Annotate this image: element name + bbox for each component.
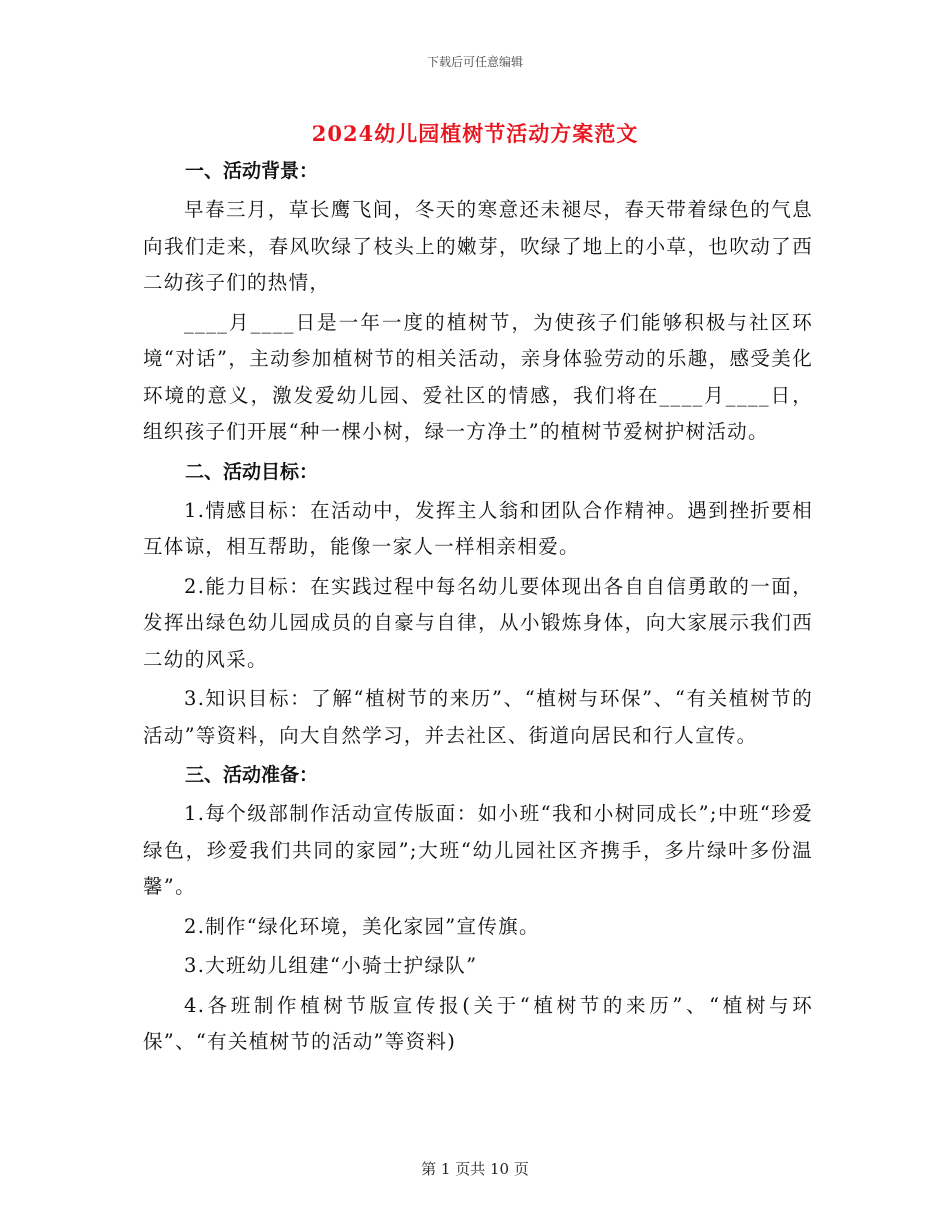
page-header: 下载后可任意编辑	[426, 55, 523, 69]
page-footer: 第 1 页共 10 页	[421, 1160, 529, 1178]
section-heading-preparation: 三、活动准备：	[185, 764, 319, 786]
paragraph: 3.大班幼儿组建“小骑士护绿队”	[184, 954, 478, 977]
document-body	[143, 150, 813, 1061]
paragraph: ____月____日是一年一度的植树节，为使孩子们能够积极与社区环境“对话”，主动参加植树节的相关活动，亲身体验劳动的乐趣，感受美化环境的意义，激发爱幼儿园、爱社区的情感，我们将在____月____日，组织孩子们开展“种一棵小树，绿一方净土”的植树节爱树护树活动。	[143, 310, 813, 443]
section-heading-background: 一、活动背景：	[185, 160, 319, 182]
paragraph: 早春三月，草长鹰飞间，冬天的寒意还未褪尽，春天带着绿色的气息向我们走来，春风吹绿了枝头上的嫩芽，吹绿了地上的小草，也吹动了西二幼孩子们的热情，	[143, 198, 813, 294]
paragraph: 2.制作“绿化环境，美化家园”宣传旗。	[184, 914, 540, 938]
document-title: 2024幼儿园植树节活动方案范文	[311, 121, 639, 146]
paragraph: 4.各班制作植树节版宣传报(关于“植树节的来历”、“植树与环保”、“有关植树节的活动”等资料)	[143, 993, 813, 1053]
paragraph: 1.每个级部制作活动宣传版面：如小班“我和小树同成长”;中班“珍爱绿色，珍爱我们共同的家园”;大班“幼儿园社区齐携手，多片绿叶多份温馨”。	[143, 802, 813, 898]
section-heading-goals: 二、活动目标：	[185, 460, 319, 483]
paragraph: 1.情感目标：在活动中，发挥主人翁和团队合作精神。遇到挫折要相互体谅，相互帮助，能像一家人一样相亲相爱。	[143, 498, 813, 558]
paragraph: 3.知识目标：了解“植树节的来历”、“植树与环保”、“有关植树节的活动”等资料，向大自然学习，并去社区、街道向居民和行人宣传。	[143, 687, 813, 747]
paragraph: 2.能力目标：在实践过程中每名幼儿要体现出各自自信勇敢的一面，发挥出绿色幼儿园成员的自豪与自律，从小锻炼身体，向大家展示我们西二幼的风采。	[143, 574, 813, 671]
